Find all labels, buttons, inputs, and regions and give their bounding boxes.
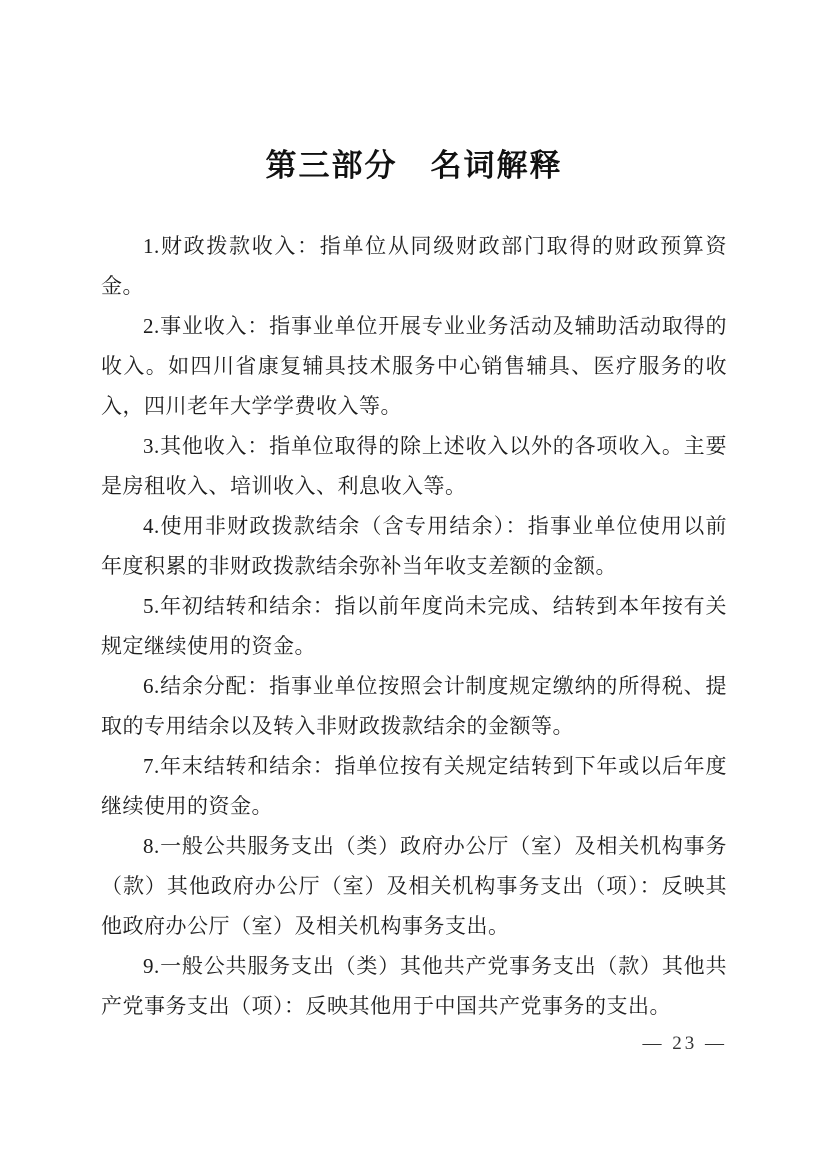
page-number: — 23 — bbox=[642, 1033, 727, 1054]
paragraph-definition-2: 2.事业收入：指事业单位开展专业业务活动及辅助活动取得的收入。如四川省康复辅具技术服务中心销售辅具、医疗服务的收入，四川老年大学学费收入等。 bbox=[101, 314, 727, 418]
paragraph-definition-8: 8.一般公共服务支出（类）政府办公厅（室）及相关机构事务（款）其他政府办公厅（室）及相关机构事务支出（项）：反映其他政府办公厅（室）及相关机构事务支出。 bbox=[101, 834, 727, 938]
paragraph-definition-4: 4.使用非财政拨款结余（含专用结余）：指事业单位使用以前年度积累的非财政拨款结余弥补当年收支差额的金额。 bbox=[101, 514, 727, 578]
paragraph-definition-9: 9.一般公共服务支出（类）其他共产党事务支出（款）其他共产党事务支出（项）：反映其他用于中国共产党事务的支出。 bbox=[101, 954, 727, 1018]
paragraph-definition-5: 5.年初结转和结余：指以前年度尚未完成、结转到本年按有关规定继续使用的资金。 bbox=[101, 594, 727, 658]
page-title: 第三部分 名词解释 bbox=[265, 148, 563, 183]
paragraph-definition-3: 3.其他收入：指单位取得的除上述收入以外的各项收入。主要是房租收入、培训收入、利息收入等。 bbox=[101, 434, 727, 498]
paragraph-definition-7: 7.年末结转和结余：指单位按有关规定结转到下年或以后年度继续使用的资金。 bbox=[101, 754, 727, 818]
paragraph-definition-6: 6.结余分配：指事业单位按照会计制度规定缴纳的所得税、提取的专用结余以及转入非财政拨款结余的金额等。 bbox=[101, 674, 727, 738]
page-content bbox=[101, 140, 727, 1026]
paragraph-definition-1: 1.财政拨款收入：指单位从同级财政部门取得的财政预算资金。 bbox=[101, 234, 727, 298]
